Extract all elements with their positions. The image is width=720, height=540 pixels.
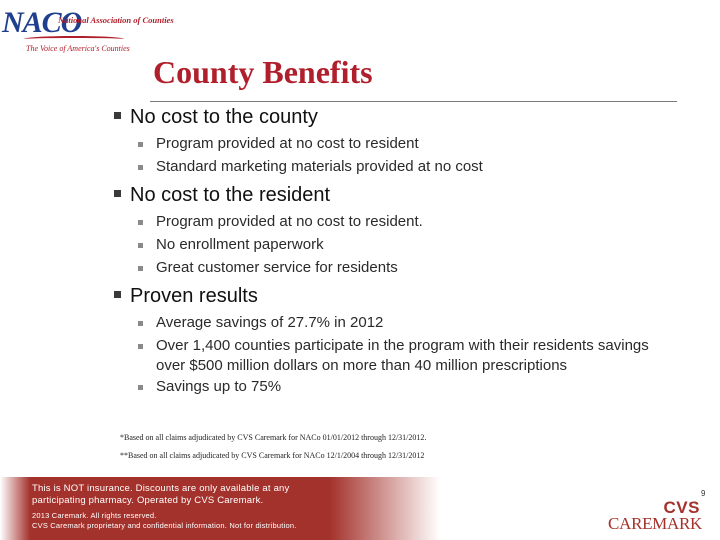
- list-item: [138, 336, 678, 376]
- list-item: [138, 258, 678, 278]
- footer-fade-left: [0, 477, 30, 540]
- list-item-text: Standard marketing materials provided at no cost: [156, 158, 483, 175]
- footnote: **Based on all claims adjudicated by CVS Caremark for NACo 12/1/2004 through 12/31/2012: [120, 451, 425, 460]
- section-heading: [114, 184, 330, 206]
- bullet-square-icon: [138, 321, 143, 326]
- logo-mark: NACO: [2, 6, 82, 39]
- section-heading: [114, 285, 258, 307]
- list-item-text: Over 1,400 counties participate in the program with their residents savings over $500 million dollars on more than 40 million prescriptions: [156, 337, 649, 374]
- footer-fade-right: [330, 477, 440, 540]
- caremark-logo-text: CAREMARK: [608, 514, 702, 533]
- list-item: [138, 377, 678, 397]
- section-heading-text: Proven results: [130, 285, 258, 307]
- bullet-square-icon: [114, 112, 121, 119]
- list-item: [138, 134, 678, 154]
- list-item: [138, 212, 678, 232]
- list-item: [138, 235, 678, 255]
- bullet-square-icon: [114, 190, 121, 197]
- list-item-text: Program provided at no cost to resident: [156, 135, 419, 152]
- section-heading: [114, 106, 318, 128]
- bullet-square-icon: [138, 165, 143, 170]
- cvs-logo-text: CVS: [663, 498, 700, 517]
- slide-title: County Benefits: [153, 54, 373, 90]
- logo-tagline: The Voice of America's Counties: [26, 44, 130, 53]
- page-number: 9: [701, 489, 706, 498]
- confidentiality-line: CVS Caremark proprietary and confidential information. Not for distribution.: [32, 521, 297, 530]
- title-divider: [150, 101, 677, 102]
- logo-name: National Association of Counties: [58, 15, 174, 25]
- list-item: [138, 313, 678, 333]
- section-heading-text: No cost to the resident: [130, 184, 331, 206]
- logo-swoosh-icon: [24, 36, 124, 42]
- list-item-text: Great customer service for residents: [156, 259, 398, 276]
- list-item: [138, 157, 678, 177]
- bullet-square-icon: [138, 243, 143, 248]
- list-item-text: Average savings of 27.7% in 2012: [156, 314, 384, 331]
- bullet-square-icon: [138, 220, 143, 225]
- bullet-square-icon: [138, 385, 143, 390]
- bullet-square-icon: [114, 291, 121, 298]
- section-heading-text: No cost to the county: [130, 106, 318, 128]
- cvs-caremark-logo: [608, 498, 704, 538]
- naco-logo: [2, 6, 174, 56]
- copyright-line: 2013 Caremark. All rights reserved.: [32, 511, 157, 520]
- list-item-text: Program provided at no cost to resident.: [156, 213, 423, 230]
- bullet-square-icon: [138, 344, 143, 349]
- copyright-notice: [32, 511, 332, 531]
- list-item-text: Savings up to 75%: [156, 378, 282, 395]
- footnote: *Based on all claims adjudicated by CVS Caremark for NACo 01/01/2012 through 12/31/2012.: [120, 433, 427, 442]
- list-item-text: No enrollment paperwork: [156, 236, 324, 253]
- bullet-square-icon: [138, 266, 143, 271]
- insurance-disclaimer: This is NOT insurance. Discounts are only available at any participating pharmacy. Operated by CVS Caremark.: [32, 483, 290, 506]
- bullet-square-icon: [138, 142, 143, 147]
